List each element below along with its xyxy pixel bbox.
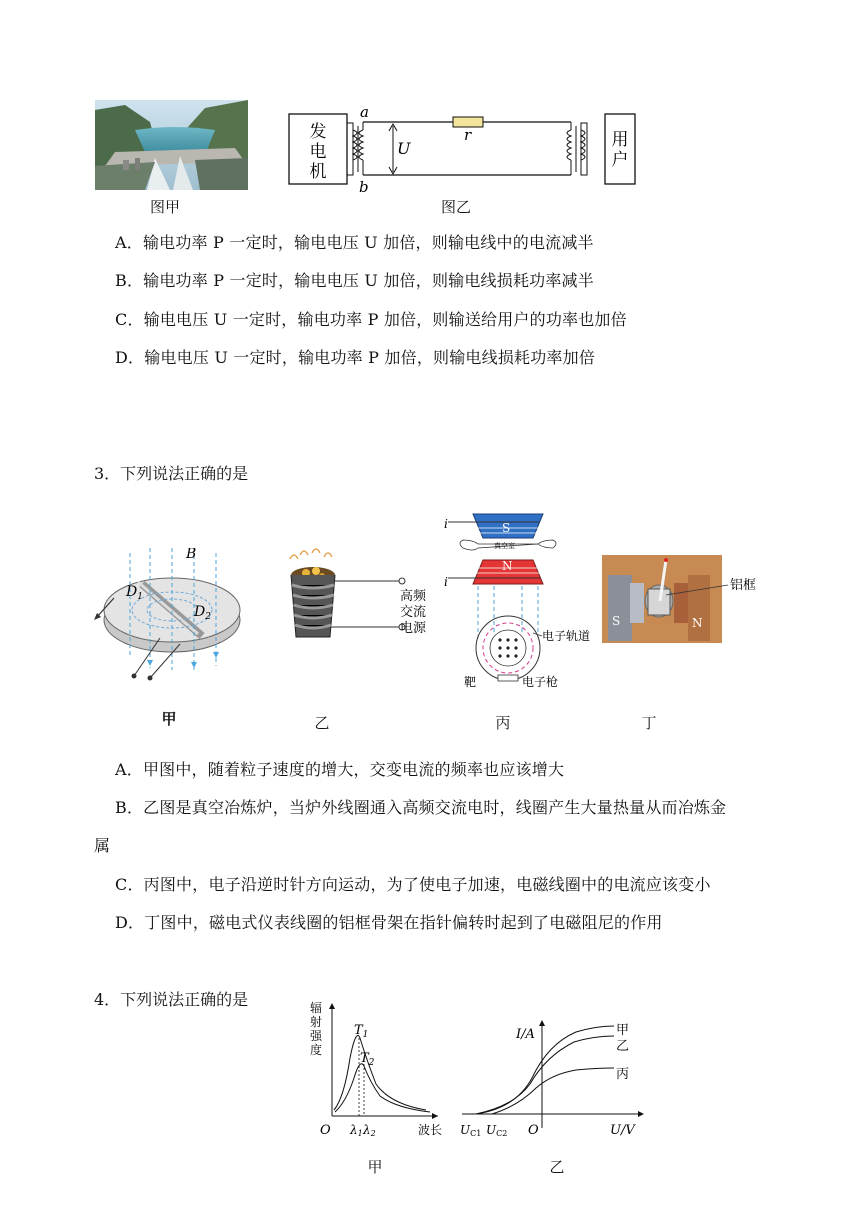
curve-T1 [334, 1036, 426, 1111]
source-label: 交流 [400, 605, 427, 620]
label-vacuum: 真空室 [494, 542, 515, 550]
fig3-caption-bing: 丙 [495, 714, 511, 732]
fig3-caption-ding: 丁 [641, 714, 657, 732]
label-b: b [359, 178, 369, 195]
series-label-T1: $T_1$ [354, 1023, 369, 1040]
cyclotron-figure [90, 548, 250, 683]
q2-option-a: A．输电功率 P 一定时，输电电压 U 加倍，则输电线中的电流减半 [115, 233, 594, 252]
source-label: 高频 [400, 589, 427, 604]
label-N: N [502, 559, 513, 573]
label-D2: $D_2$ [194, 604, 211, 622]
label-gun: 电子枪 [522, 675, 559, 688]
fig-jia-caption: 图甲 [149, 198, 180, 216]
tick-Uc1: UC1 [460, 1123, 482, 1138]
label-U: U [397, 139, 411, 158]
q2-option-c: C．输电电压 U 一定时，输电功率 P 加倍，则输送给用户的功率也加倍 [115, 310, 627, 329]
fig4-caption-jia: 甲 [367, 1158, 383, 1176]
label-N: N [692, 616, 703, 630]
curve-T2 [335, 1064, 430, 1112]
label-B: B [186, 548, 197, 562]
origin: O [320, 1123, 331, 1138]
fig3-caption-jia: 甲 [161, 710, 177, 728]
label-S: S [612, 614, 621, 628]
ylabel: 射 [310, 1015, 323, 1029]
label-i-bottom: i [444, 575, 448, 589]
fig-yi-caption: 图乙 [440, 198, 471, 216]
ylabel: 辐 [310, 1001, 323, 1015]
label-a: a [360, 103, 369, 121]
curve-yi [476, 1036, 614, 1114]
source-label: 电源 [400, 621, 427, 636]
origin: O [528, 1123, 539, 1138]
generator-char: 发 [309, 122, 327, 142]
fig3-caption-yi: 乙 [314, 714, 330, 732]
user-char: 用 [611, 130, 629, 150]
series-label-yi: 乙 [616, 1039, 630, 1054]
q4-stem: 4．下列说法正确的是 [94, 990, 249, 1009]
label-r: r [464, 126, 472, 144]
label-orbit: 电子轨道 [542, 629, 591, 643]
galvanometer-figure [602, 555, 772, 645]
tick-lambda2: λ2 [363, 1123, 376, 1138]
generator-char: 电 [309, 142, 327, 162]
ylabel: 强 [310, 1029, 323, 1043]
q2-option-d: D．输电电压 U 一定时，输电功率 P 加倍，则输电线损耗功率加倍 [115, 348, 596, 367]
series-label-jia: 甲 [616, 1023, 630, 1038]
photoelectric-chart [456, 1018, 651, 1148]
q3-stem: 3．下列说法正确的是 [94, 464, 249, 483]
q3-option-d: D．丁图中，磁电式仪表线圈的铝框骨架在指针偏转时起到了电磁阻尼的作用 [115, 913, 663, 932]
generator-char: 机 [309, 162, 327, 182]
q3-option-b-cont: 属 [94, 836, 111, 855]
photo-hydropower-dam [95, 100, 248, 190]
fig4-caption-yi: 乙 [549, 1158, 565, 1176]
tick-lambda1: λ1 [350, 1123, 363, 1138]
xlabel: 波长 [418, 1123, 443, 1137]
q2-option-b: B．输电功率 P 一定时，输电电压 U 加倍，则输电线损耗功率减半 [115, 271, 594, 290]
betatron-figure [438, 508, 608, 688]
label-S: S [502, 521, 511, 535]
ylabel: I/A [516, 1027, 535, 1042]
xlabel: U/V [610, 1123, 635, 1138]
q3-option-c: C．丙图中，电子沿逆时针方向运动，为了使电子加速，电磁线圈中的电流应该变小 [115, 875, 711, 894]
q3-option-b: B．乙图是真空冶炼炉，当炉外线圈通入高频交流电时，线圈产生大量热量从而冶炼金 [115, 798, 727, 817]
series-label-bing: 丙 [616, 1067, 630, 1082]
label-i-top: i [444, 517, 448, 531]
ylabel: 度 [310, 1043, 323, 1057]
induction-furnace-figure [278, 545, 443, 655]
series-label-T2: $T_2$ [360, 1051, 375, 1068]
user-char: 户 [611, 150, 629, 170]
curve-bing [492, 1068, 614, 1114]
tick-Uc2: UC2 [486, 1123, 508, 1138]
label-frame: 铝框 [730, 578, 757, 593]
label-target: 靶 [464, 675, 477, 688]
blackbody-chart [308, 998, 458, 1143]
label-D1: $D_1$ [126, 584, 143, 602]
q3-option-a: A．甲图中，随着粒子速度的增大，交变电流的频率也应该增大 [115, 760, 565, 779]
curve-jia [476, 1026, 614, 1114]
power-transmission-circuit [285, 100, 645, 195]
